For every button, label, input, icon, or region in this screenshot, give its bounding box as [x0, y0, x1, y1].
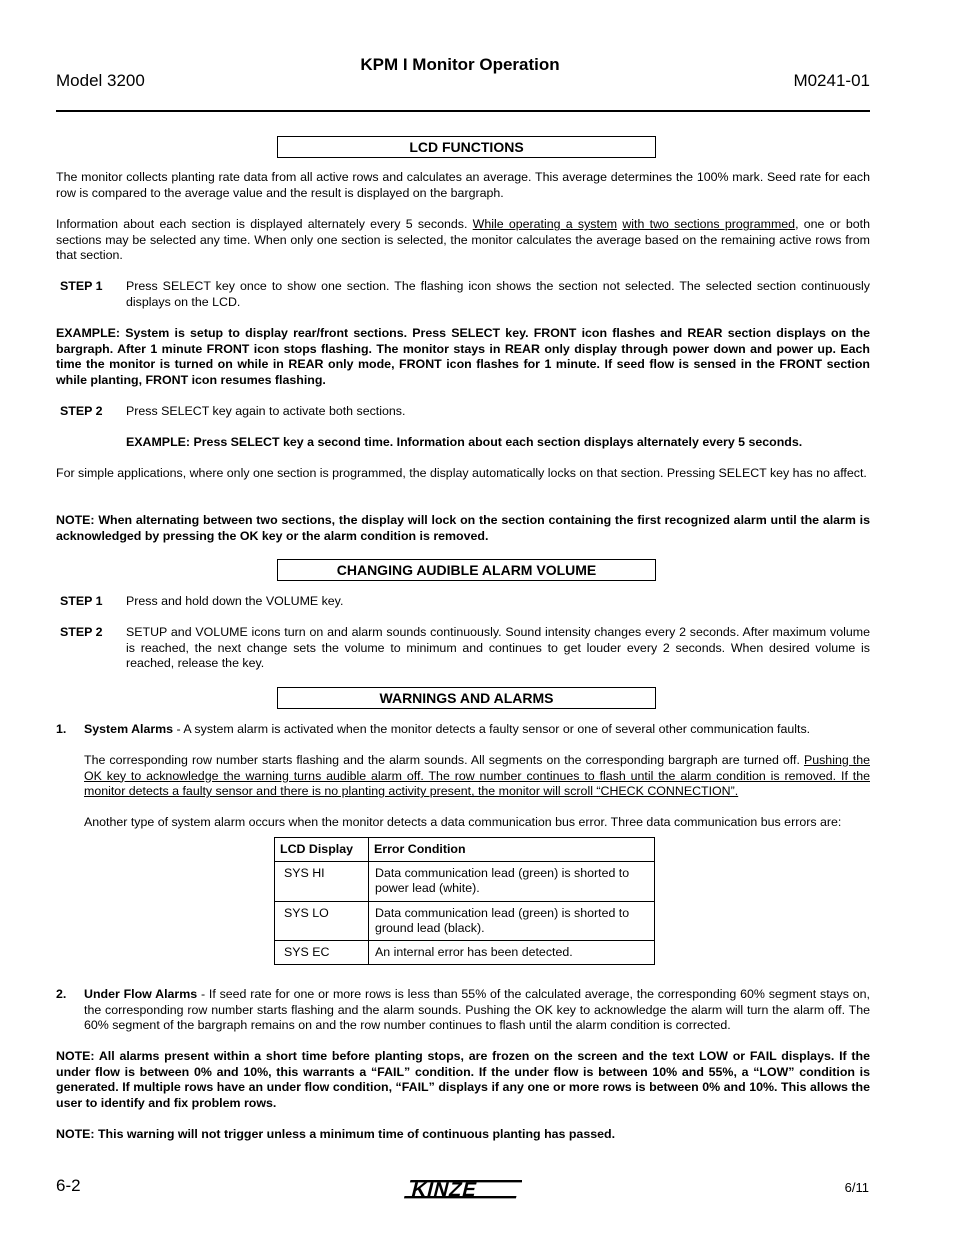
table-cell: SYS EC	[275, 941, 369, 965]
page-number: 6-2	[56, 1176, 81, 1195]
example-note: EXAMPLE: Press SELECT key a second time. Information about each section displays alternately every 5 seconds.	[126, 435, 803, 449]
revision-date: 6/11	[844, 1180, 869, 1195]
system-alarms-item: System Alarms - A system alarm is activated when the monitor detects a faulty sensor or one of several other communication faults.	[84, 722, 811, 736]
step-text: Press SELECT key again to activate both sections.	[126, 404, 406, 418]
list-number: 1.	[56, 722, 67, 736]
table-cell: Data communication lead (green) is shorted to ground lead (black).	[369, 901, 655, 940]
table-cell: An internal error has been detected.	[369, 941, 655, 965]
system-alarms-paragraph: The corresponding row number starts flashing and the alarm sounds. All segments on the corresponding bargraph are turned off. Pushing the OK key to acknowledge the warning turns audible alarm off. The row number continues to flash until the alarm condition is removed. If the monitor detects a faulty sensor and there is no planting activity present, the monitor will scroll “CHECK CONNECTION”.	[84, 753, 870, 799]
example-note: EXAMPLE: System is setup to display rear/front sections. Press SELECT key. FRONT icon flashes and REAR section displays on the bargraph. After 1 minute FRONT icon stops flashing. The monitor stays in REAR only display through power down and power up. Each time the monitor is turned on while in REAR only mode, FRONT icon flashes for 1 minute. If seed flow is sensed in the FRONT section while planting, FRONT icon resumes flashing.	[56, 326, 870, 387]
table-cell: SYS HI	[275, 862, 369, 901]
step-text: SETUP and VOLUME icons turn on and alarm sounds continuously. Sound intensity changes every 2 seconds. After maximum volume is reached, the next change sets the volume to minimum and continues to get louder every 2 seconds. When desired volume is reached, release the key.	[126, 625, 870, 671]
step-label: STEP 2	[60, 625, 103, 639]
table-header-cell: LCD Display	[275, 838, 369, 862]
under-flow-alarms-item: Under Flow Alarms - If seed rate for one or more rows is less than 55% of the calculated average, the corresponding 60% segment stays on, the corresponding row number starts flashing and the alarm sounds. Pushing the OK key to acknowledge the alarm will turn the alarm off. The 60% segment of the bargraph remains on and the row number continues to flash until the alarm condition is corrected.	[84, 987, 870, 1033]
doc-number: M0241-01	[793, 71, 870, 90]
error-table	[274, 837, 655, 965]
step-label: STEP 2	[60, 404, 103, 418]
table-header-row	[275, 838, 655, 862]
kinze-logo-mark	[404, 1174, 522, 1204]
note-paragraph: NOTE: All alarms present within a short time before planting stops, are frozen on the screen and the text LOW or FAIL displays. If the under flow is between 0% and 10%, this warrants a “FAIL” condition. If the under flow is between 10% and 55%, a “LOW” condition is generated. If multiple rows have an under flow condition, “FAIL” displays if any one or more rows is between 0% and 10%. This allows the user to identify and fix problem rows.	[56, 1049, 870, 1110]
table-header-cell: Error Condition	[369, 838, 655, 862]
section-heading-audible-alarm: CHANGING AUDIBLE ALARM VOLUME	[277, 559, 656, 581]
step-text: Press SELECT key once to show one section. The flashing icon shows the section not selected. The selected section continuously displays on the LCD.	[126, 279, 870, 309]
table-row	[275, 901, 655, 940]
bus-error-paragraph: Another type of system alarm occurs when the monitor detects a data communication bus error. Three data communication bus errors are:	[84, 815, 842, 829]
kinze-logo	[404, 1174, 522, 1204]
note-paragraph: NOTE: This warning will not trigger unless a minimum time of continuous planting has passed.	[56, 1127, 616, 1141]
table-row	[275, 862, 655, 901]
lcd-intro-paragraph: The monitor collects planting rate data from all active rows and calculates an average. This average determines the 100% mark. Seed rate for each row is compared to the average value and the result is displayed on the bargraph.	[56, 170, 870, 200]
step-text: Press and hold down the VOLUME key.	[126, 594, 344, 608]
step-label: STEP 1	[60, 594, 103, 608]
header-rule	[56, 110, 870, 112]
table-cell: Data communication lead (green) is shorted to power lead (white).	[369, 862, 655, 901]
table-cell: SYS LO	[275, 901, 369, 940]
note-paragraph: NOTE: When alternating between two sections, the display will lock on the section containing the first recognized alarm until the alarm is acknowledged by pressing the OK key or the alarm condition is removed.	[56, 513, 870, 543]
page-title: KPM I Monitor Operation	[360, 55, 560, 74]
section-heading-warnings: WARNINGS AND ALARMS	[277, 687, 656, 709]
simple-app-paragraph: For simple applications, where only one section is programmed, the display automatically locks on that section. Pressing SELECT key has no affect.	[56, 466, 867, 480]
svg-text:KINZE: KINZE	[409, 1179, 480, 1201]
list-number: 2.	[56, 987, 67, 1001]
lcd-info-paragraph: Information about each section is displayed alternately every 5 seconds. While operating a system with two sections programmed, one or both sections may be selected any time. When only one section is selected, the monitor calculates the average based on the remaining active rows from that section.	[56, 217, 870, 263]
table-row	[275, 941, 655, 965]
step-label: STEP 1	[60, 279, 103, 293]
model-label: Model 3200	[56, 71, 145, 90]
section-heading-lcd-functions: LCD FUNCTIONS	[277, 136, 656, 158]
